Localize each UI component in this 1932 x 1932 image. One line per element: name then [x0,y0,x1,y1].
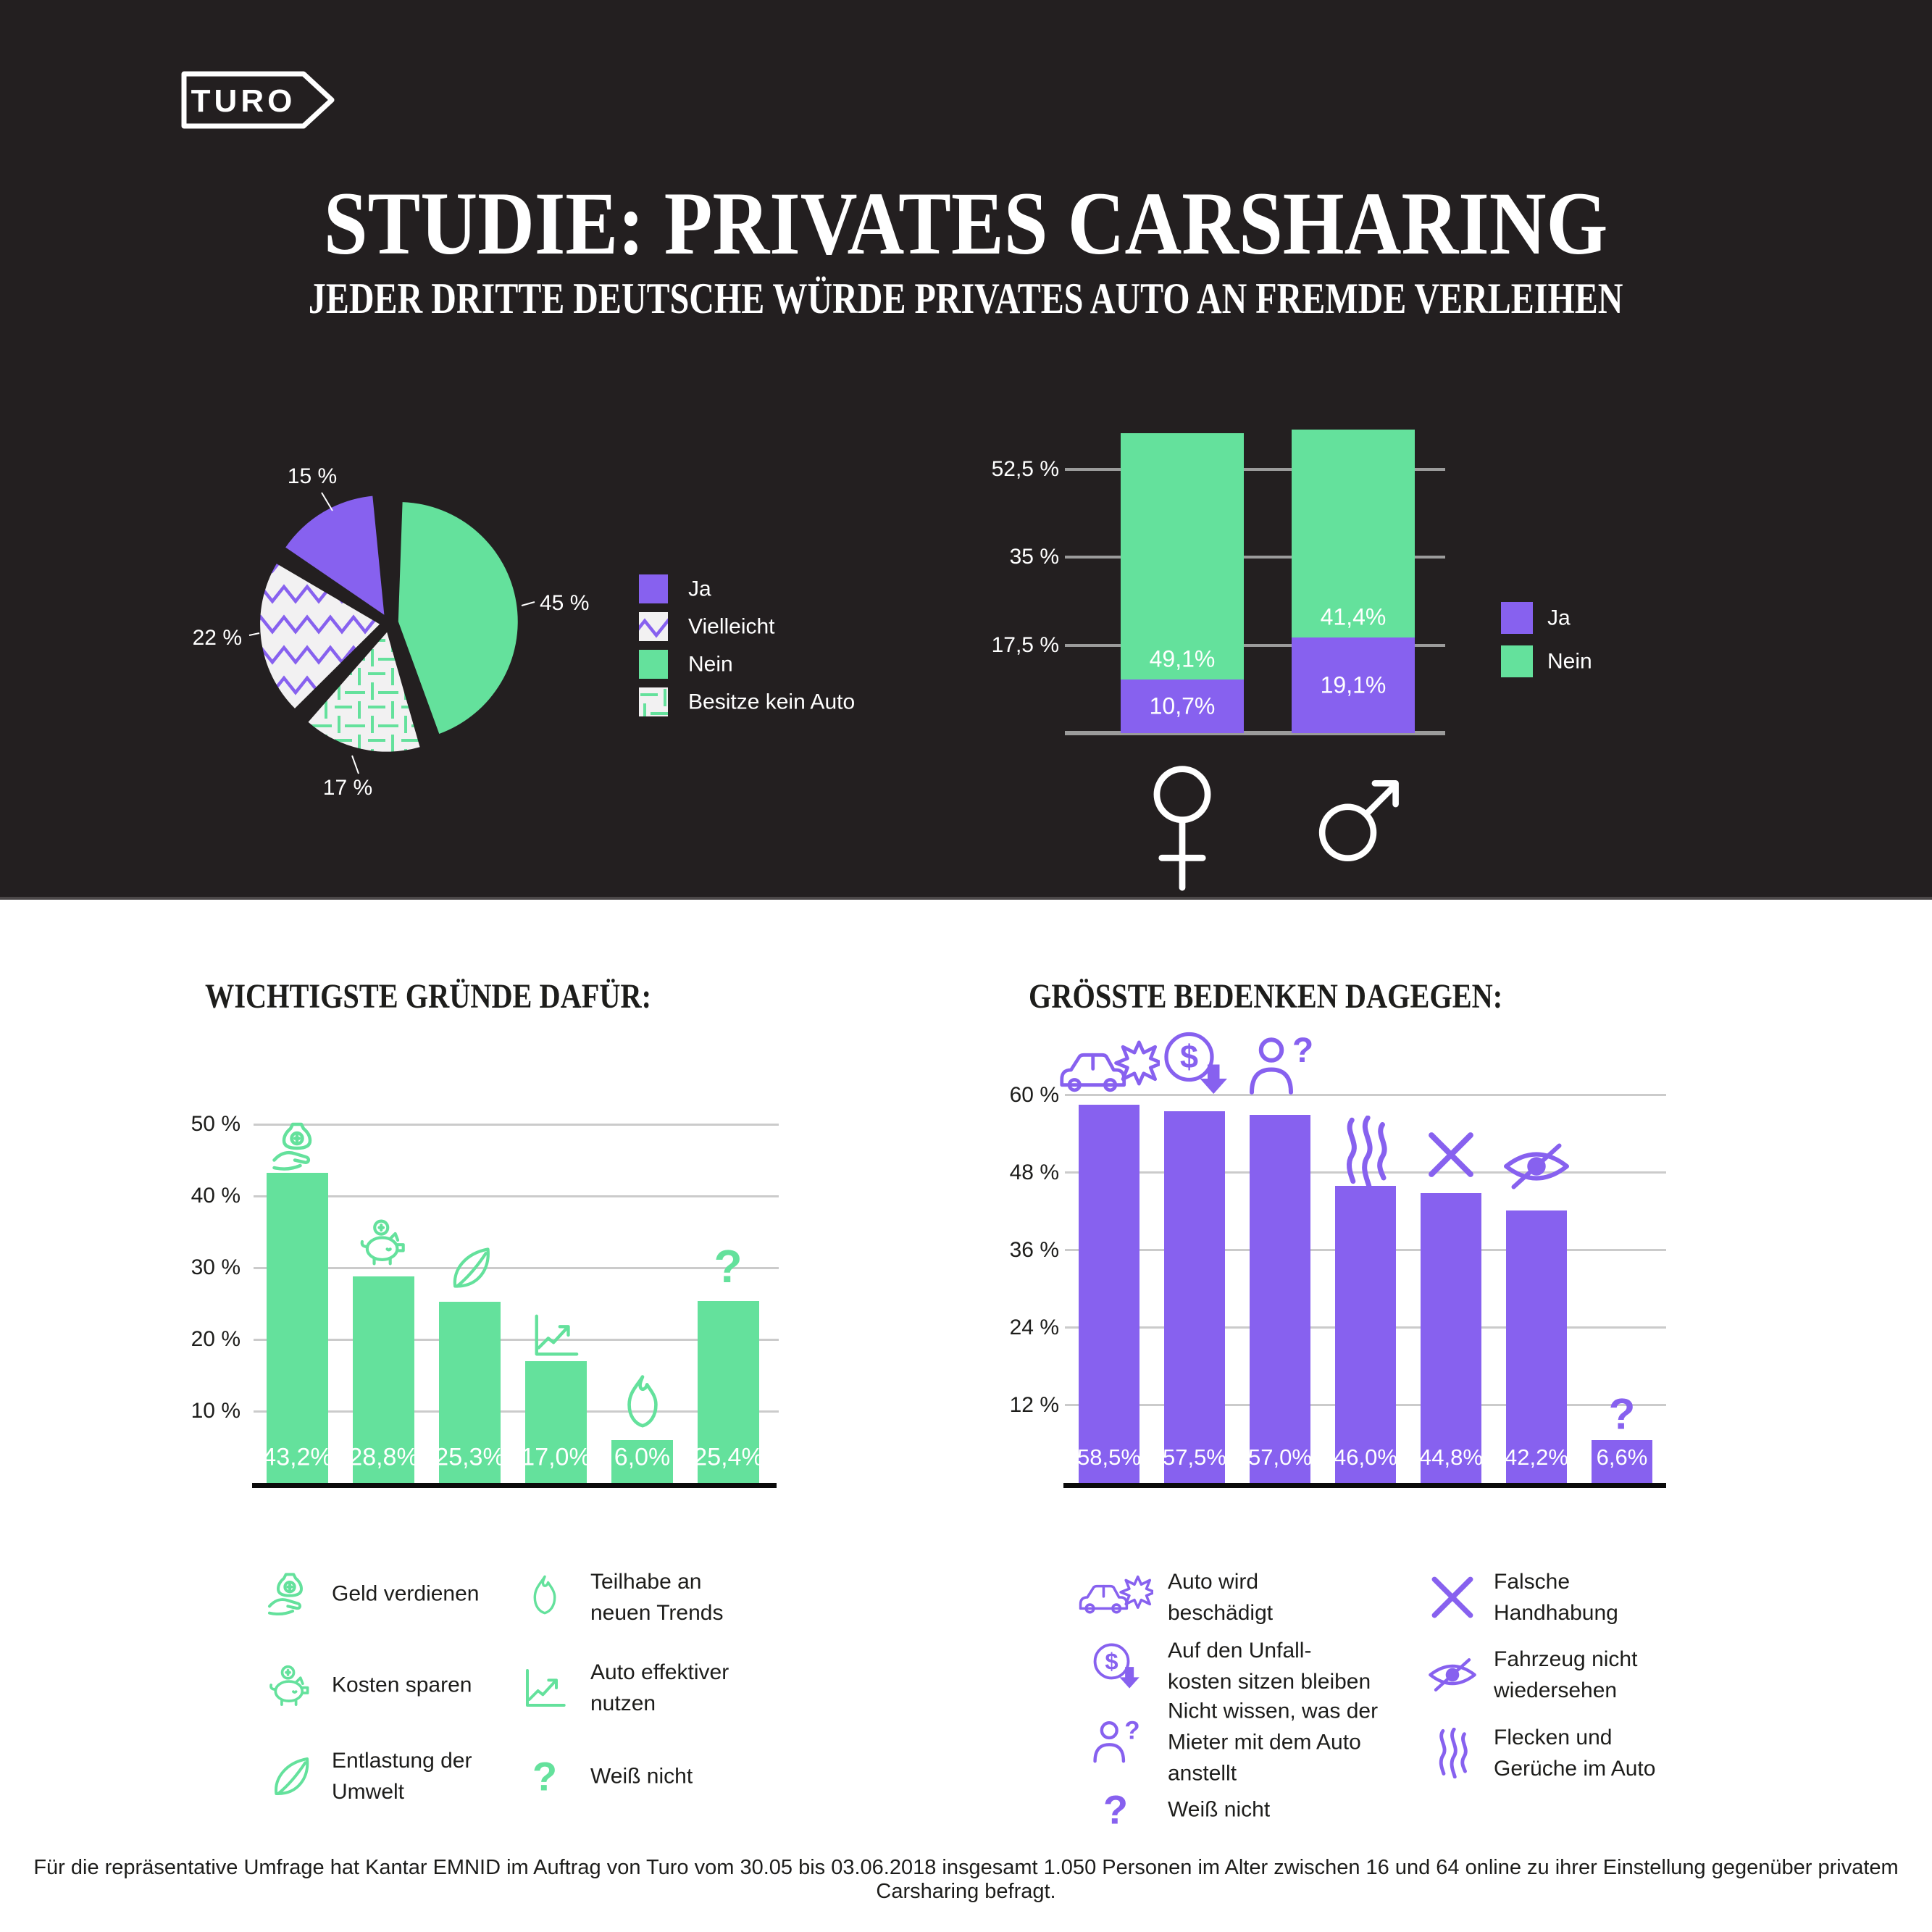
piggy-bank-icon-glyph [362,1221,403,1264]
bar-value-2: 28,8% [348,1443,419,1471]
chart-up-icon [530,1310,581,1360]
chart-up-icon-glyph [537,1316,577,1355]
bar-value-4: 17,0% [521,1443,591,1471]
pie-legend-pattern [639,687,668,716]
y-axis-tick-label: 50 % [191,1112,241,1136]
pie-label-tick [249,633,259,635]
pie-label-tick [352,756,359,774]
bar-value-5: 44,8% [1419,1444,1483,1470]
y-axis-tick-label: 20 % [191,1327,241,1351]
pie-label-tick [322,493,333,511]
legend-line: Nicht wissen, was der [1168,1699,1379,1723]
person-question-icon [1245,1036,1315,1097]
bar-segment-nein-female [1121,433,1244,679]
y-axis-tick-label: 12 % [1009,1392,1059,1417]
y-axis-tick-label: 30 % [191,1255,241,1279]
leaf-icon [445,1243,494,1292]
money-hand-icon [267,1571,313,1617]
reasons-chart-title-wrap [205,977,736,1016]
legend-line: Gerüche im Auto [1494,1757,1656,1781]
bar-1 [1079,1105,1139,1483]
legend-line: Weiß nicht [590,1764,693,1789]
leaf-icon-glyph [455,1250,488,1287]
person-question-icon-glyph [1252,1032,1313,1092]
legend-line: Mieter mit dem Auto [1168,1730,1361,1755]
legend-line: Entlastung der [332,1749,472,1773]
bar-3 [1250,1115,1310,1483]
eye-off-icon [1427,1649,1478,1700]
turo-logo-text: TURO [191,83,296,119]
money-hand-icon-glyph [269,1574,301,1614]
gender-legend-swatch [1501,645,1533,677]
gender-legend-swatch [1501,602,1533,634]
bar-value-nein-female: 49,1% [1149,645,1216,672]
person-question-icon-glyph [1095,1717,1140,1762]
pattern-rect [639,612,668,641]
ownership-pie-chart [0,391,688,840]
legend-item-label [1494,1644,1637,1706]
flame-icon [522,1574,568,1621]
pie-legend-swatch [639,574,668,603]
concerns-chart-title-wrap [1029,977,1593,1016]
male-symbol [1308,755,1405,887]
legend-line: Auf den Unfall- [1168,1639,1312,1663]
bar-value-1: 43,2% [262,1443,333,1471]
x-axis-line [1063,1483,1666,1488]
page-title: STUDIE: PRIVATES CARSHARING [324,174,1608,273]
x-icon-glyph [1431,1135,1471,1174]
flame-icon [616,1373,669,1436]
chart-up-icon [522,1665,568,1711]
y-axis-tick-label: 17,5 % [991,632,1059,657]
bar-value-nein-male: 41,4% [1320,603,1387,630]
pie-slice-nein [398,502,518,734]
legend-line: Fahrzeug nicht [1494,1647,1638,1671]
legend-line: Auto effektiver [590,1660,729,1684]
legend-line: neuen Trends [590,1601,724,1625]
legend-line: Umwelt [332,1780,405,1804]
gridline [254,1267,779,1269]
pie-legend-swatch [639,612,668,641]
x-icon-glyph [1434,1579,1471,1615]
bar-value-3: 25,3% [435,1443,505,1471]
legend-item-label [1168,1794,1270,1826]
flame-icon-glyph [630,1377,656,1426]
gender-legend-label: Nein [1547,649,1592,674]
money-down-icon-glyph [1095,1644,1139,1688]
gridline [254,1195,779,1197]
bar-4 [1335,1186,1396,1483]
legend-line: nutzen [590,1691,656,1715]
smoke-icon [1338,1116,1393,1188]
legend-line: anstellt [1168,1761,1237,1786]
footer-wrap [0,1856,1932,1904]
question-icon: ? [1103,1786,1129,1833]
page-subtitle: JEDER DRITTE DEUTSCHE WÜRDE PRIVATES AUTO AN FREMDE VERLEIHEN [309,275,1623,322]
money-hand-icon-glyph [275,1124,311,1169]
legend-item-label [332,1578,479,1610]
car-crash-icon-glyph [1062,1042,1162,1090]
pie-legend-label: Nein [688,652,733,677]
eye-off-icon [1502,1140,1571,1192]
y-axis-tick-label: 35 % [1009,545,1059,569]
legend-item-label [1168,1566,1273,1628]
concerns-chart-title: GRÖSSTE BEDENKEN DAGEGEN: [1029,977,1503,1016]
smoke-icon-glyph [1349,1118,1384,1186]
car-crash-icon [1078,1572,1153,1623]
bar-value-ja-male: 19,1% [1320,672,1387,698]
smoke-icon-glyph [1441,1729,1465,1777]
bar-6 [1506,1210,1567,1483]
legend-line: beschädigt [1168,1601,1274,1625]
person-question-icon [1090,1717,1141,1768]
turo-logo [181,71,337,129]
pie-slice-value: 22 % [192,626,242,650]
pie-legend-label: Vielleicht [688,614,775,639]
pie-slice-value: 45 % [540,591,590,615]
y-axis-tick-label: 36 % [1009,1237,1059,1262]
legend-line: Flecken und [1494,1726,1613,1749]
bar-5 [1421,1193,1481,1483]
bar-value-6: 25,4% [693,1443,764,1471]
bar-1 [267,1173,328,1483]
legend-line: Auto wird [1168,1570,1259,1594]
legend-line: Teilhabe an [590,1570,702,1594]
pie-legend-label: Ja [688,577,711,601]
legend-line: Handhabung [1494,1601,1618,1625]
money-hand-icon [271,1120,323,1172]
legend-item-label [1494,1722,1655,1784]
legend-line: Geld verdienen [332,1581,480,1606]
piggy-bank-icon-glyph [271,1667,308,1705]
bar-value-6: 42,2% [1505,1444,1568,1470]
gridline [254,1124,779,1126]
gender-legend-label: Ja [1547,606,1571,630]
section-divider [0,897,1932,900]
bar-value-7: 6,6% [1596,1444,1648,1470]
pie-label-tick [522,602,535,606]
page-subtitle-wrap [0,274,1932,324]
legend-item-label [1494,1566,1618,1628]
footer-note: Für die repräsentative Umfrage hat Kantar EMNID im Auftrag von Turo vom 30.05 bis 03.06.2018 insgesamt 1.050 Personen im Alter zwischen 16 und 64 online zu ihrer Einstellung gegenüber privatem Carsharing befragt. [33,1856,1899,1903]
question-icon: ? [714,1240,743,1292]
bar-value-2: 57,5% [1163,1444,1226,1470]
y-axis-tick-label: 40 % [191,1184,241,1208]
flame-icon-glyph [535,1576,554,1613]
smoke-icon [1427,1728,1478,1778]
bar-value-ja-female: 10,7% [1149,693,1216,719]
eye-off-icon-glyph [1430,1660,1474,1690]
female-symbol [1146,759,1218,893]
y-axis-tick-label: 60 % [1009,1082,1059,1107]
bar-value-5: 6,0% [614,1443,671,1471]
pie-legend-label: Besitze kein Auto [688,690,856,714]
x-icon [1427,1572,1478,1623]
leaf-icon [267,1753,313,1799]
leaf-icon-glyph [276,1759,307,1794]
car-crash-icon [1058,1037,1160,1103]
pie-legend-swatch [639,687,668,716]
bar-value-3: 57,0% [1248,1444,1312,1470]
y-axis-tick-label: 52,5 % [991,457,1059,482]
page-title-wrap [0,172,1932,275]
legend-item-label [590,1566,723,1628]
question-icon: ? [1608,1389,1636,1439]
y-axis-tick-label: 24 % [1009,1315,1059,1339]
legend-line: wiedersehen [1494,1678,1618,1702]
legend-item-label [590,1761,693,1792]
eye-off-icon-glyph [1506,1146,1567,1187]
legend-line: Kosten sparen [332,1673,472,1697]
legend-item-label [1168,1635,1371,1697]
piggy-bank-icon [267,1662,313,1708]
pattern-rect [639,687,668,716]
car-crash-icon-glyph [1081,1577,1155,1613]
piggy-bank-icon [357,1216,409,1268]
reasons-chart-title: WICHTIGSTE GRÜNDE DAFÜR: [205,977,652,1016]
legend-line: Weiß nicht [1168,1797,1271,1822]
x-axis-line [252,1483,777,1488]
money-down-icon [1090,1641,1141,1691]
money-down-icon-glyph [1166,1034,1227,1095]
legend-item-label [1168,1696,1378,1789]
pie-slice-value: 17 % [322,776,373,800]
money-down-icon [1160,1029,1229,1098]
bar-value-4: 46,0% [1334,1444,1397,1470]
pie-legend-pattern [639,612,668,641]
legend-item-label [590,1657,729,1719]
legend-line: Falsche [1494,1570,1571,1594]
legend-item-label [332,1670,472,1701]
legend-line: kosten sitzen bleiben [1168,1670,1371,1694]
x-icon [1423,1127,1479,1182]
pie-legend-swatch [639,650,668,679]
bar-2 [1164,1111,1225,1483]
bar-value-1: 58,5% [1077,1444,1141,1470]
pie-slice-value: 15 % [287,464,338,488]
y-axis-tick-label: 48 % [1009,1160,1059,1184]
chart-up-icon-glyph [527,1670,564,1705]
legend-item-label [332,1745,472,1807]
y-axis-tick-label: 10 % [191,1399,241,1423]
question-icon: ? [532,1753,558,1799]
